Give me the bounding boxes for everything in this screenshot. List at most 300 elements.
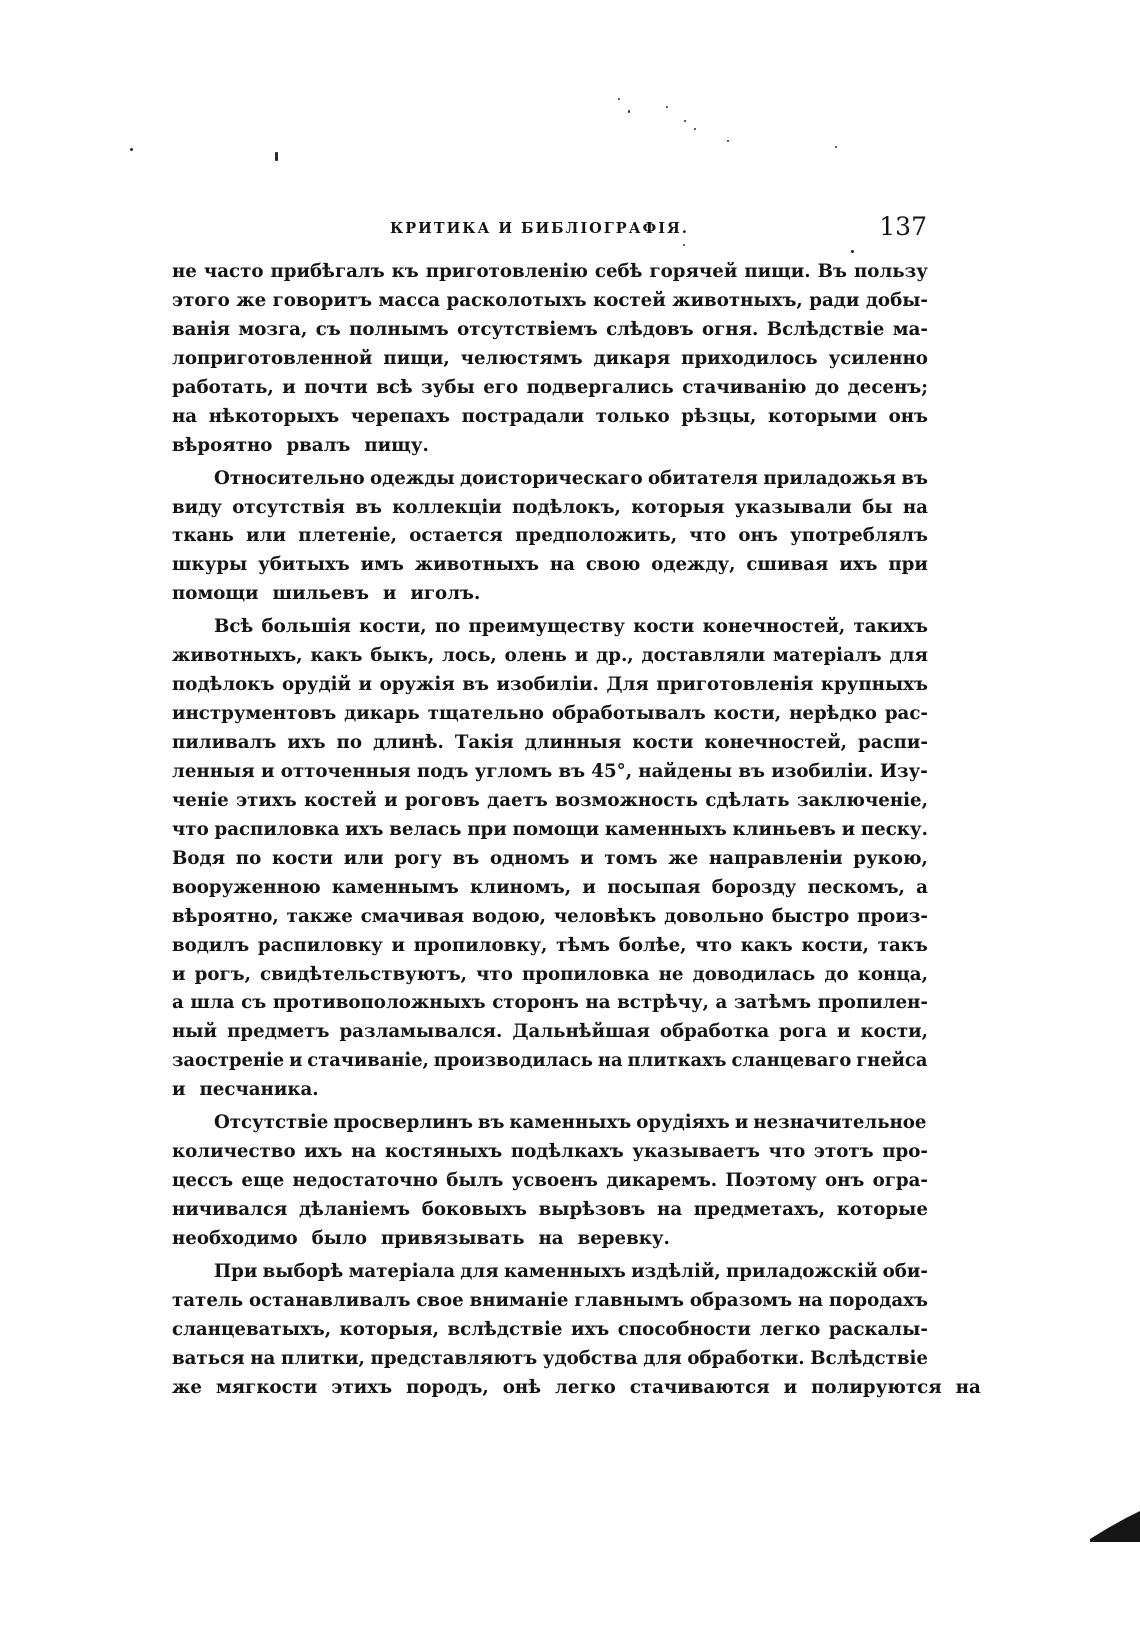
- word: цессъ: [172, 1170, 234, 1192]
- word: тѣмъ: [556, 934, 610, 956]
- word: на: [597, 1050, 623, 1072]
- text-line: [172, 432, 928, 461]
- word: сторонъ: [492, 992, 579, 1014]
- word: незначительное: [753, 1112, 927, 1134]
- word: большія: [261, 616, 351, 638]
- word: заостреніе: [172, 1050, 285, 1072]
- word: пищи.: [744, 261, 811, 282]
- word: вѣроятно,: [172, 905, 279, 927]
- word: матеріала: [348, 1260, 456, 1282]
- word: подѣлокъ: [172, 674, 275, 696]
- word: подѣлокъ,: [512, 496, 621, 518]
- word: масса: [378, 289, 441, 311]
- word: ткань: [172, 525, 234, 547]
- word: одежды: [370, 467, 455, 489]
- body-text: [172, 258, 981, 1403]
- word: рвалъ: [286, 434, 351, 456]
- word: длинныя: [524, 732, 622, 753]
- text-line: [172, 316, 928, 345]
- word: Вслѣдствіе: [766, 318, 885, 340]
- word: коллекціи: [392, 496, 502, 518]
- word: производилась: [433, 1050, 593, 1072]
- word: шкуры: [172, 554, 248, 576]
- word: для: [889, 645, 928, 667]
- word: какъ: [310, 645, 363, 667]
- word: себѣ: [594, 261, 643, 282]
- word: выборѣ: [262, 1260, 344, 1282]
- word: былъ: [446, 1170, 504, 1192]
- word: говоритъ: [272, 289, 373, 311]
- text-line: [172, 613, 928, 642]
- word: что: [476, 963, 513, 985]
- running-head: [172, 212, 927, 246]
- word: въ: [355, 496, 382, 518]
- word: ихъ: [570, 1318, 610, 1340]
- word: въ: [462, 674, 489, 696]
- word: въ: [901, 467, 928, 489]
- word: доисторическаго: [460, 467, 643, 489]
- scan-speck: [851, 250, 854, 253]
- word: костей: [304, 789, 377, 811]
- word: найдены: [638, 760, 733, 782]
- scan-speck: [835, 146, 837, 148]
- word: и: [836, 1021, 851, 1043]
- word: изобиліи.: [496, 674, 599, 696]
- text-line: [172, 932, 928, 961]
- word: приготовленія: [656, 674, 814, 696]
- word: конечностей,: [702, 616, 846, 638]
- word: свое: [416, 1289, 464, 1311]
- word: не: [172, 261, 197, 282]
- word: полируются: [811, 1376, 942, 1398]
- word: указываетъ: [632, 1141, 760, 1163]
- text-line: [172, 903, 928, 932]
- word: полнымъ: [349, 318, 449, 340]
- word: не: [658, 963, 684, 985]
- word: Изу-: [879, 760, 928, 782]
- word: обработки.: [687, 1347, 805, 1369]
- word: пользу: [854, 261, 928, 282]
- word: и: [172, 963, 186, 985]
- word: ванія: [172, 318, 231, 340]
- text-line: [172, 345, 928, 374]
- word: помощи: [172, 583, 259, 605]
- word: сдѣлать: [705, 789, 790, 811]
- word: что: [689, 525, 727, 547]
- word: татель: [172, 1289, 244, 1311]
- word: отсутствія: [232, 496, 345, 518]
- word: возможность: [555, 789, 698, 811]
- text-line: [172, 700, 928, 729]
- text-line: [172, 494, 928, 523]
- word: Относительно: [214, 467, 365, 489]
- word: конца,: [857, 963, 928, 985]
- word: породахъ: [828, 1289, 928, 1311]
- word: предположить,: [515, 525, 678, 547]
- word: же: [172, 1376, 202, 1398]
- word: въ: [558, 760, 586, 782]
- word: онъ: [824, 1170, 865, 1192]
- word: огня.: [701, 318, 759, 340]
- word: Дальнѣйшая: [512, 1021, 650, 1043]
- word: просверлинъ: [333, 1112, 473, 1134]
- word: рога: [779, 1021, 827, 1043]
- word: приладожья: [763, 467, 896, 489]
- text-line: [172, 258, 928, 287]
- text-line: [172, 1316, 928, 1345]
- word: только: [595, 405, 670, 427]
- word: подъ: [416, 760, 469, 782]
- word: одномъ: [489, 847, 570, 869]
- word: гнейса: [856, 1050, 928, 1072]
- word: горячей: [649, 261, 738, 282]
- word: крупныхъ: [820, 674, 928, 696]
- word: до: [824, 963, 849, 985]
- word: лоприготовленной: [172, 347, 373, 369]
- word: до: [814, 376, 840, 398]
- scan-speck: [727, 140, 729, 142]
- word: лось,: [442, 645, 497, 667]
- word: или: [246, 525, 286, 547]
- word: необходимо: [172, 1227, 298, 1249]
- word: встрѣчу,: [617, 992, 709, 1014]
- word: которыми: [768, 405, 877, 427]
- word: кости,: [359, 616, 427, 638]
- word: въ: [477, 1112, 505, 1134]
- word: разламывался.: [339, 1021, 503, 1043]
- text-line: [172, 1018, 928, 1047]
- word: дикарь: [344, 703, 420, 725]
- text-line: [172, 1258, 928, 1287]
- text-line: [172, 758, 928, 787]
- word: рогу: [394, 847, 442, 869]
- word: и: [384, 789, 398, 811]
- word: и: [580, 847, 594, 869]
- word: животныхъ: [414, 554, 539, 576]
- word: и: [783, 1376, 798, 1398]
- text-line: [172, 642, 928, 671]
- word: ваться: [172, 1347, 245, 1369]
- word: на: [797, 1289, 824, 1311]
- word: иголъ.: [410, 583, 481, 605]
- word: по: [336, 732, 362, 753]
- paragraph: [172, 1258, 981, 1403]
- word: такихъ: [853, 616, 928, 638]
- word: стачиваніе,: [307, 1050, 429, 1072]
- word: на: [250, 1347, 276, 1369]
- word: рас-: [884, 703, 928, 725]
- scan-speck: [275, 152, 278, 161]
- word: этого: [172, 289, 230, 311]
- word: огра-: [872, 1170, 928, 1192]
- word: 45°,: [591, 760, 633, 782]
- word: и: [574, 645, 589, 667]
- word: подѣлкахъ: [510, 1141, 624, 1163]
- word: стачиваются: [629, 1376, 770, 1398]
- word: приготовленію: [425, 261, 588, 282]
- word: про-: [882, 1141, 928, 1163]
- word: ихъ: [304, 1141, 343, 1163]
- word: имъ: [360, 554, 404, 576]
- word: плитки,: [281, 1347, 365, 1369]
- word: др.,: [596, 645, 634, 667]
- word: привязывать: [381, 1227, 525, 1249]
- word: на: [549, 554, 575, 576]
- word: пострадали: [461, 405, 585, 427]
- word: часто: [203, 261, 264, 282]
- word: кости,: [801, 934, 869, 956]
- word: довольно: [664, 905, 764, 927]
- word: животныхъ,: [672, 289, 803, 311]
- text-line: [172, 729, 928, 758]
- word: ничивался: [172, 1199, 288, 1220]
- word: рукою,: [853, 847, 928, 869]
- text-line: [172, 465, 928, 494]
- word: плетеніе,: [298, 525, 397, 547]
- word: предметъ: [227, 1021, 330, 1043]
- scan-speck: [130, 148, 133, 151]
- word: Отсутствіе: [213, 1112, 329, 1134]
- word: легко: [555, 1376, 616, 1398]
- word: шла: [190, 992, 235, 1014]
- word: раскалы-: [828, 1318, 928, 1340]
- word: при: [467, 818, 507, 840]
- word: оби-: [882, 1260, 928, 1282]
- word: пескомъ,: [807, 876, 905, 898]
- word: и: [260, 760, 275, 782]
- word: пропилен-: [817, 992, 928, 1014]
- word: ихъ: [839, 554, 878, 576]
- word: для: [643, 1347, 682, 1369]
- word: произ-: [857, 905, 928, 927]
- word: этихъ: [236, 789, 297, 811]
- word: угломъ: [474, 760, 553, 782]
- word: вниманіе: [469, 1289, 569, 1311]
- paragraph: [172, 1109, 928, 1254]
- word: было: [311, 1227, 367, 1249]
- word: орудіяхъ: [636, 1112, 730, 1134]
- word: черепахъ: [350, 405, 450, 427]
- word: и: [172, 1079, 186, 1101]
- word: болѣе,: [618, 934, 687, 956]
- word: которые: [836, 1199, 928, 1220]
- word: съ: [315, 318, 341, 340]
- word: конечностей,: [704, 732, 848, 753]
- word: заключеніе,: [796, 789, 928, 811]
- word: этотъ: [813, 1141, 874, 1163]
- word: что: [695, 934, 732, 956]
- word: и: [289, 1050, 303, 1072]
- scan-speck: [666, 106, 668, 108]
- word: а: [715, 992, 728, 1014]
- word: обработывалъ: [551, 703, 706, 725]
- word: способности: [617, 1318, 751, 1340]
- word: этихъ: [331, 1376, 393, 1398]
- text-line: [172, 580, 928, 609]
- word: водою,: [471, 905, 546, 927]
- word: для: [460, 1260, 499, 1282]
- word: онъ: [888, 405, 928, 427]
- word: приходилось: [681, 347, 818, 369]
- word: бы: [862, 496, 893, 518]
- text-line: [172, 287, 928, 316]
- word: смачивая: [360, 905, 465, 927]
- word: на: [538, 1227, 564, 1249]
- word: съ: [241, 992, 267, 1014]
- word: Всѣ: [214, 616, 254, 638]
- text-line: [172, 374, 928, 403]
- word: онъ: [738, 525, 778, 547]
- word: сланцеватыхъ,: [172, 1318, 332, 1340]
- word: же: [668, 847, 699, 869]
- word: песчаника.: [199, 1079, 319, 1101]
- word: еще: [241, 1170, 285, 1192]
- word: ихъ: [345, 818, 384, 840]
- text-line: [172, 1287, 928, 1316]
- word: такъ: [877, 934, 928, 956]
- word: дѣланіемъ: [299, 1199, 411, 1220]
- word: обитателя: [648, 467, 758, 489]
- word: прибѣгалъ: [270, 261, 385, 282]
- text-line: [172, 1047, 928, 1076]
- paragraph: [172, 613, 928, 1105]
- word: удобства: [542, 1347, 638, 1369]
- word: главнымъ: [574, 1289, 684, 1311]
- word: употреблялъ: [790, 525, 928, 547]
- word: на: [955, 1376, 981, 1398]
- word: кости: [632, 732, 694, 753]
- scan-speck: [694, 128, 696, 130]
- word: вооруженною: [172, 876, 321, 898]
- text-line: [172, 989, 928, 1018]
- word: ченіе: [172, 789, 229, 811]
- word: доставляли: [641, 645, 766, 667]
- word: инструментовъ: [172, 703, 337, 725]
- word: же: [236, 289, 267, 311]
- word: и: [841, 818, 856, 840]
- word: даетъ: [487, 789, 548, 811]
- word: пропиловка: [521, 963, 650, 985]
- scan-speck: [684, 120, 686, 122]
- text-line: [172, 1109, 927, 1138]
- word: быкъ,: [370, 645, 435, 667]
- word: плиткахъ: [627, 1050, 727, 1072]
- word: Вслѣдствіе: [810, 1347, 928, 1369]
- word: пищу.: [364, 434, 429, 456]
- word: распиловка: [214, 818, 340, 840]
- word: водилъ: [172, 934, 250, 956]
- word: кости: [271, 847, 334, 869]
- word: кости,: [713, 703, 782, 725]
- word: указывали: [734, 496, 852, 518]
- word: легко: [759, 1318, 821, 1340]
- word: шильевъ: [272, 583, 369, 605]
- word: по: [434, 616, 461, 638]
- word: сланцеваго: [731, 1050, 852, 1072]
- word: оружія: [379, 674, 455, 696]
- word: человѣкъ: [553, 905, 657, 927]
- word: мозга,: [238, 318, 308, 340]
- word: добы-: [865, 289, 928, 311]
- word: отсутствіемъ: [457, 318, 598, 340]
- word: количество: [172, 1141, 296, 1163]
- word: на: [172, 405, 198, 427]
- word: быстро: [771, 905, 850, 927]
- word: мягкости: [215, 1376, 318, 1398]
- word: распи-: [857, 732, 928, 753]
- text-line: [172, 816, 928, 845]
- word: каменныхъ: [503, 1260, 626, 1282]
- word: противоположныхъ: [272, 992, 486, 1014]
- word: нерѣдко: [789, 703, 877, 725]
- word: кости,: [860, 1021, 928, 1043]
- word: на: [902, 496, 928, 518]
- word: породъ,: [406, 1376, 489, 1398]
- word: ленныя: [172, 760, 255, 782]
- word: рѣзцы,: [681, 405, 757, 427]
- word: обработка: [659, 1021, 770, 1043]
- word: ради: [809, 289, 860, 311]
- text-line: [172, 1076, 928, 1105]
- word: образомъ: [689, 1289, 793, 1311]
- word: матеріалъ: [773, 645, 882, 667]
- word: при: [888, 554, 928, 576]
- word: которыя: [631, 496, 725, 518]
- text-line: [172, 874, 928, 903]
- word: и: [282, 376, 296, 398]
- word: боковыхъ: [421, 1199, 527, 1220]
- word: сшивая: [746, 554, 829, 576]
- word: слѣдовъ: [606, 318, 694, 340]
- word: также: [286, 905, 353, 927]
- word: на: [657, 1199, 683, 1220]
- word: Поэтому: [725, 1170, 817, 1192]
- word: ный: [172, 1021, 218, 1043]
- text-line: [172, 1345, 928, 1374]
- word: каменныхъ: [604, 818, 727, 840]
- word: песку.: [860, 818, 928, 840]
- word: роговъ: [405, 789, 480, 811]
- word: ма-: [892, 318, 928, 340]
- word: велась: [389, 818, 462, 840]
- text-line: [172, 1167, 928, 1196]
- word: помощи: [512, 818, 600, 840]
- word: вырѣзовъ: [538, 1199, 646, 1220]
- word: свидѣтельствуютъ,: [260, 963, 467, 985]
- text-line: [172, 1374, 981, 1403]
- corner-ink-mark: [1088, 1508, 1140, 1542]
- word: его: [483, 376, 519, 398]
- text-line: [172, 1138, 928, 1167]
- word: томъ: [604, 847, 658, 869]
- word: усвоенъ: [511, 1170, 598, 1192]
- word: пищи,: [383, 347, 450, 369]
- word: предметахъ,: [693, 1199, 826, 1220]
- word: борозду: [711, 876, 797, 898]
- word: кости: [633, 616, 695, 638]
- word: отточенныя: [280, 760, 411, 782]
- word: на: [351, 1141, 377, 1163]
- word: остается: [409, 525, 503, 547]
- word: издѣлій,: [631, 1260, 721, 1282]
- word: что: [768, 1141, 806, 1163]
- word: въ: [452, 847, 480, 869]
- word: Для: [606, 674, 649, 696]
- word: или: [343, 847, 384, 869]
- word: расколотыхъ: [446, 289, 587, 311]
- word: изобиліи.: [771, 760, 874, 782]
- running-title: КРИТИКА И БИБЛІОГРАФІЯ.: [390, 220, 689, 237]
